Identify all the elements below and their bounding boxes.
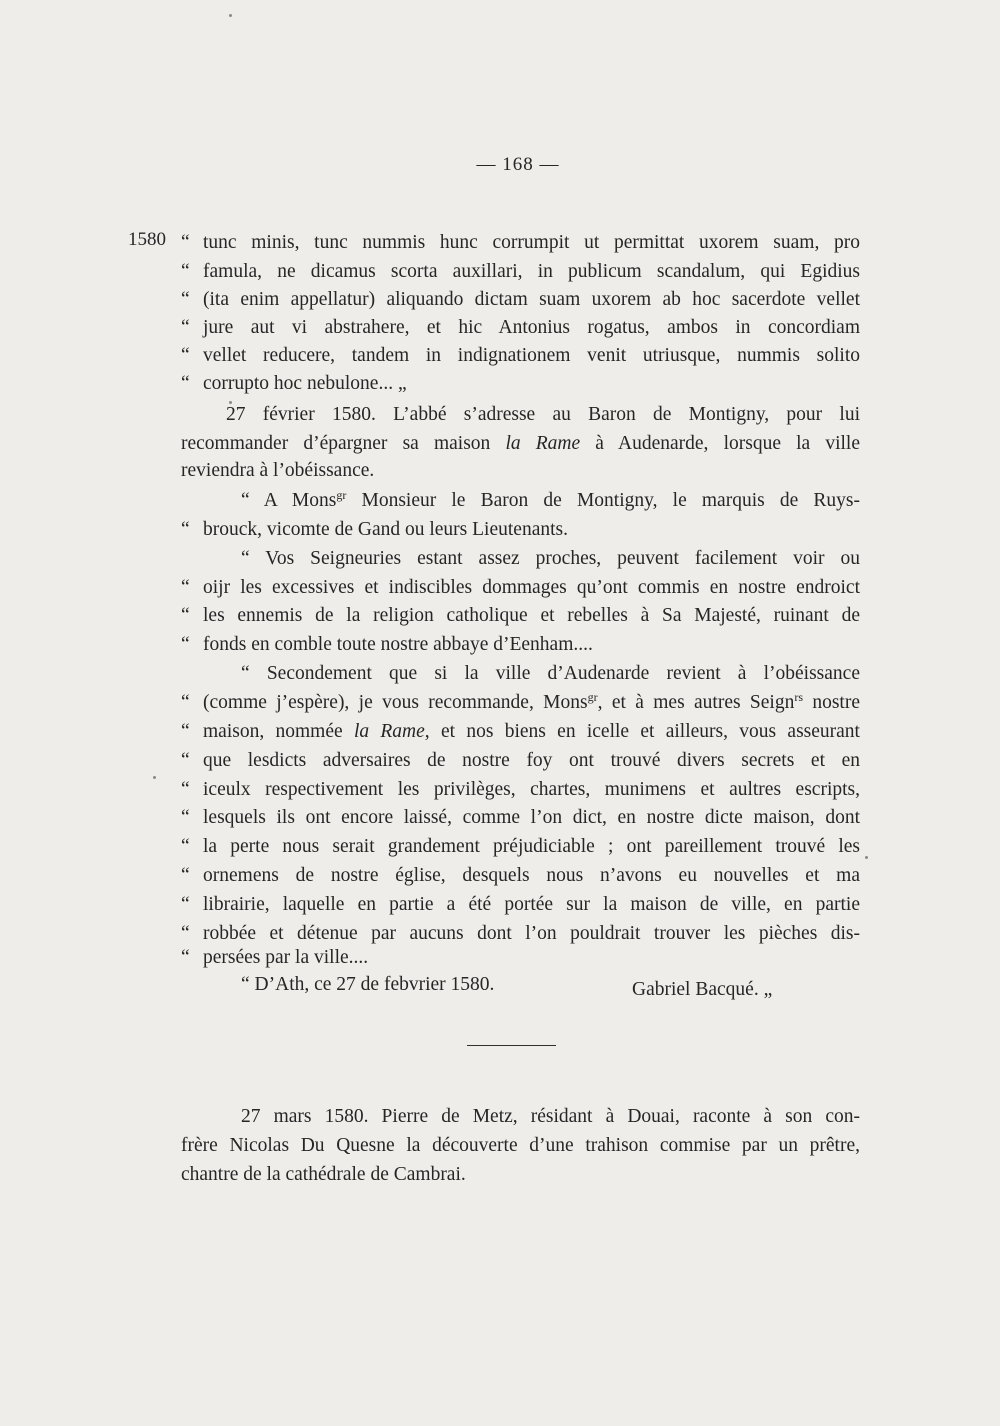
text-line — [181, 861, 860, 890]
line-text: la perte nous serait grandement préjudiciable ; ont pareillement trouvé les — [203, 836, 860, 857]
superscript: gr — [336, 488, 347, 502]
text-line — [181, 601, 860, 630]
house-name: la Rame — [505, 433, 581, 454]
line-text: 27 février 1580. L’abbé s’adresse au Baron de Montigny, pour lui — [226, 404, 860, 425]
signature-name: Gabriel Bacqué. „ — [632, 979, 773, 1000]
text-line — [241, 544, 860, 573]
quote-mark: “ — [181, 779, 190, 800]
text-line — [181, 717, 860, 746]
line-text: les ennemis de la religion catholique et rebelles à Sa Majesté, ruinant de — [203, 605, 860, 626]
text-line — [181, 228, 860, 257]
line-text: chantre de la cathédrale de Cambrai. — [181, 1164, 466, 1185]
text-line — [181, 630, 860, 659]
text-line — [181, 429, 860, 458]
line-text: ornemens de nostre église, desquels nous n’avons eu nouvelles et ma — [203, 865, 860, 886]
quote-mark: “ — [181, 750, 190, 771]
quote-mark: “ — [181, 261, 190, 282]
text-line — [181, 803, 860, 832]
line-text: (comme j’espère), je vous recommande, Mons — [203, 692, 588, 713]
line-text: nostre — [803, 692, 860, 713]
quote-mark: “ — [181, 634, 190, 655]
line-text: librairie, laquelle en partie a été portée sur la maison de ville, en partie — [203, 894, 860, 915]
line-text: persées par la ville.... — [203, 947, 369, 968]
line-text: tunc minis, tunc nummis hunc corrumpit ut permittat uxorem suam, pro — [203, 232, 860, 253]
text-line — [181, 775, 860, 804]
paper-speck — [229, 401, 232, 404]
text-line — [181, 257, 860, 286]
quote-mark: “ — [181, 692, 190, 713]
line-text: frère Nicolas Du Quesne la découverte d’une trahison commise par un prêtre, — [181, 1135, 860, 1156]
quote-mark: “ — [181, 836, 190, 857]
text-line — [181, 832, 860, 861]
signature-date: “ D’Ath, ce 27 de febvrier 1580. — [241, 974, 495, 995]
line-text: reviendra à l’obéissance. — [181, 460, 375, 481]
quote-mark: “ — [181, 605, 190, 626]
line-text: “ Vos Seigneuries estant assez proches, peuvent facilement voir ou — [241, 548, 860, 569]
line-text: vellet reducere, tandem in indignationem venit utriusque, nummis solito — [203, 345, 860, 366]
quote-mark: “ — [181, 947, 190, 968]
line-text: “ A Mons — [241, 490, 337, 511]
line-text: (ita enim appellatur) aliquando dictam suam uxorem ab hoc sacerdote vellet — [203, 289, 860, 310]
text-line — [181, 515, 860, 544]
quote-mark: “ — [181, 289, 190, 310]
line-text: “ Secondement que si la ville d’Audenarde revient à l’obéissance — [241, 663, 860, 684]
line-text: famula, ne dicamus scorta auxillari, in publicum scandalum, qui Egidius — [203, 261, 860, 282]
text-line — [181, 369, 860, 398]
paper-speck — [865, 856, 868, 859]
text-line — [181, 573, 860, 602]
separator-rule — [467, 1045, 556, 1046]
quote-mark: “ — [181, 519, 190, 540]
line-text: fonds en comble toute nostre abbaye d’Eenham.... — [203, 634, 593, 655]
entry-heading-line — [226, 400, 860, 429]
second-entry-line — [241, 1102, 860, 1131]
line-text: jure aut vi abstrahere, et hic Antonius rogatus, ambos in concordiam — [203, 317, 860, 338]
line-text: corrupto hoc nebulone... „ — [203, 373, 407, 394]
quote-mark: “ — [181, 373, 190, 394]
quote-mark: “ — [181, 232, 190, 253]
text-line — [181, 890, 860, 919]
text-line — [181, 943, 860, 972]
margin-year: 1580 — [128, 229, 166, 250]
line-text: recommander d’épargner sa maison — [181, 433, 506, 454]
text-line — [181, 313, 860, 342]
superscript: gr — [587, 690, 598, 704]
line-text: brouck, vicomte de Gand ou leurs Lieutenants. — [203, 519, 568, 540]
paper-speck — [153, 776, 156, 779]
line-text: , et à mes autres Seign — [597, 692, 795, 713]
line-text: robbée et détenue par aucuns dont l’on pouldrait trouver les pièches dis- — [203, 923, 860, 944]
quote-mark: “ — [181, 577, 190, 598]
text-line — [181, 285, 860, 314]
second-entry-line — [181, 1160, 860, 1189]
second-entry-line — [181, 1131, 860, 1160]
text-line — [181, 341, 860, 370]
line-text: oijr les excessives et indiscibles dommages qu’ont commis en nostre endroict — [203, 577, 860, 598]
quote-mark: “ — [181, 865, 190, 886]
letter-address-line — [241, 486, 860, 515]
paper-speck — [229, 14, 232, 17]
page-number: — 168 — — [476, 154, 560, 175]
line-text: que lesdicts adversaires de nostre foy ont trouvé divers secrets et en — [203, 750, 860, 771]
quote-mark: “ — [181, 807, 190, 828]
house-name: la Rame — [353, 721, 425, 742]
line-text: lesquels ils ont encore laissé, comme l’on dict, en nostre dicte maison, dont — [203, 807, 860, 828]
line-text: iceulx respectivement les privilèges, chartes, munimens et aultres escripts, — [203, 779, 860, 800]
quote-mark: “ — [181, 721, 190, 742]
text-line — [181, 688, 860, 717]
line-text: à Audenarde, lorsque la ville — [580, 433, 860, 454]
line-text: maison, nommée — [203, 721, 354, 742]
text-line — [241, 659, 860, 688]
superscript: rs — [794, 690, 803, 704]
quote-mark: “ — [181, 923, 190, 944]
quote-mark: “ — [181, 894, 190, 915]
text-line — [181, 746, 860, 775]
quote-mark: “ — [181, 317, 190, 338]
text-line — [181, 456, 860, 485]
quote-mark: “ — [181, 345, 190, 366]
line-text: , et nos biens en icelle et ailleurs, vous asseurant — [424, 721, 860, 742]
line-text: Monsieur le Baron de Montigny, le marquis de Ruys- — [346, 490, 860, 511]
line-text: 27 mars 1580. Pierre de Metz, résidant à Douai, raconte à son con- — [241, 1106, 860, 1127]
